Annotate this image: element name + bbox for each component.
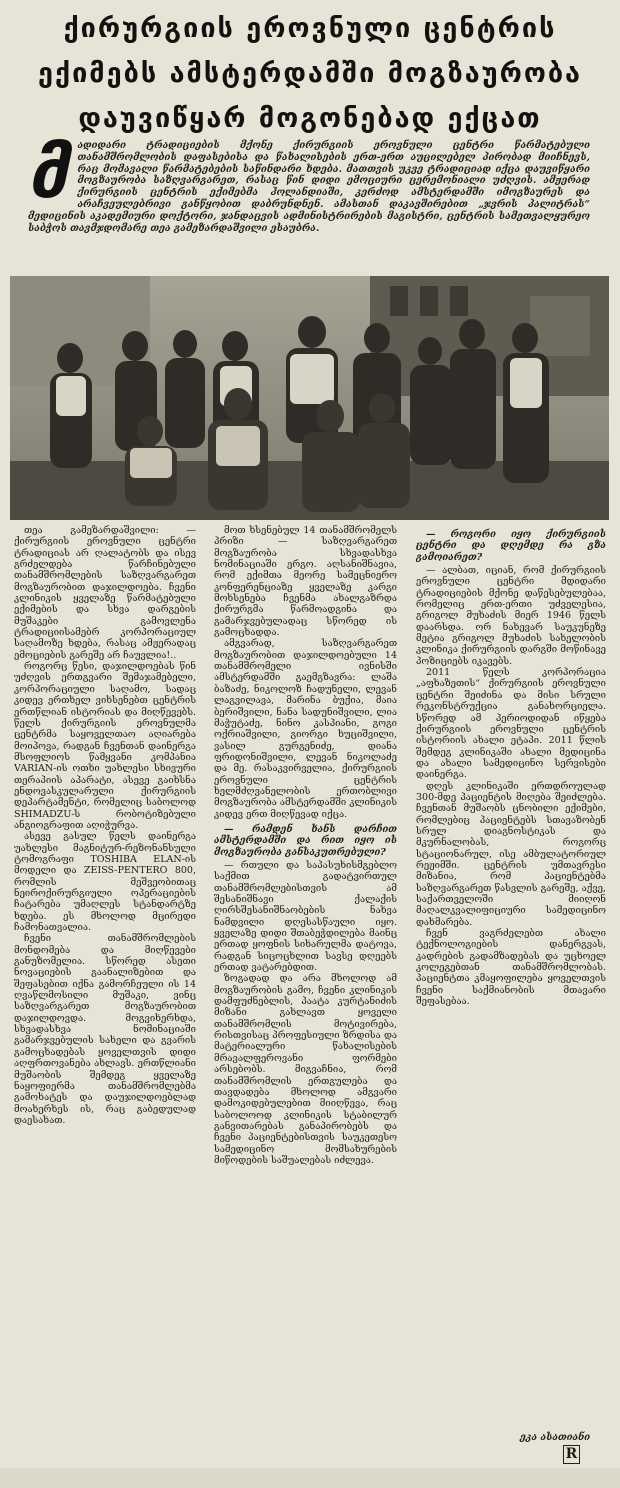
article-body [14, 525, 606, 1455]
lead-text: ადიდარი ტრადიციების მქონე ქირურგიის ეროვნული ცენტრი წარმატებული თანამშრომლობის დაფასებისა და წახალისების ერთ-ერთ აუცილებელ პირობად მიიჩნევს, რაც მომავალი წარმატებების საწინდარი ხდება. მათთვის უკვე ტრადიციად იქცა დაუვიწყარი მოგზაურობა საზღვარგარეთ, რასაც წინ დიდი ემოციური ცერემონიალი უძღვის. ამჟერად ქირურგიის ცენტრის ექიმებმა ჰოლანდიაში, კერძოდ ამსტერდამში იმოგზაურეს და არაჩვეულებრივი განწყობით დაბრუნდნენ. ამასთან დაკავშირებით „ჯვრის პალიტრას“ მედიცინის აკადემიური დოქტორი, ჯანდაცვის ადმინისტრირების მაგისტრი, ცენტრის სამეთვალყურეო საბჭოს თავმჯდომარე თეა გამეზარდაშვილი ესაუბრა. [28, 140, 590, 234]
headline-line-3: დაუვიწყარ მოგონებად ექცათ [78, 103, 542, 134]
interview-question: — როგორი იყო ქირურგიის ცენტრი და დღემდე რა გზა გამოიარეთ? [416, 529, 606, 563]
column-1 [14, 525, 196, 1455]
paragraph: ზოგადად და არა მხოლოდ ამ მოგზაურობის გამო, ჩვენი კლინიკის დამფუძნებლის, პაატა კურტანიძის მიზანი გახლავთ ყოველი თანამშრომლის მოტივირება, რისთვისაც პროფესიული ზრდისა და მატერიალური წახალისების მრავალფეროვანი ფორმები არსებობს. მიგვაჩნია, რომ თანამშრომლის ერთგულება და თავდადება მხოლოდ ამგვარი დამოკიდებულებით მიიღწევა, რაც საბოლოოდ კლინიკის სტაბილურ განვითარებას განაპირობებს და ჩვენი პაციენტებისთვის საუკეთესო სამედიცინო მომსახურების მიწოდების საშუალებას იძლევა. [214, 973, 397, 1166]
column-2 [214, 525, 397, 1455]
group-photo [10, 276, 609, 520]
page-bottom-margin [0, 1468, 620, 1488]
paragraph: ჩვენ ვაგრძელებთ ახალი ტექნოლოგიების დანერგვას, კადრების გადამზადებას და უცხოელ კოლეგებთან თანამშრომლობას. პაციენტთა კმაყოფილება ყოველთვის ჩვენი საქმიანობის მთავარი შეფასებაა. [416, 928, 606, 1008]
article-lead [28, 132, 590, 268]
paragraph: ასევე გასულ წელს დაინერგა უახლესი მაგნიტურ-რეზონანსული ტომოგრაფი TOSHIBA ELAN-ის მოდელი და ZEISS-PENTERO 800, რომლის მეშვეობითაც ნეიროქირურგიული ოპერაციების ჩატარება უმაღლეს სტანდარტზე ხდება. ეს მხოლოდ მცირედი ჩამონათვალია. [14, 831, 196, 934]
dropcap-letter: მ [28, 132, 68, 214]
paragraph: 2011 წელს კორპორაცია „აფხაზეთის“ ქირურგიის ეროვნული ცენტრი შეიძინა და მისი სრული რეკონსტრუქცია განახორციელა. სწორედ ამ პერიოდიდან იწყება ქირურგიის ეროვნული ცენტრის ისტორიის ახალი ეტაპი. 2011 წლის შემდეგ კლინიკაში ახალი მედიცინა და ახალი სამედიცინო სერვისები დაინერგა. [416, 667, 606, 781]
paragraph: დღეს კლინიკაში ერთდროულად 300-მდე პაციენტის მიღება შეიძლება. ჩვენთან მუშაობს ცნობილი ექიმები, რომლებიც პაციენტებს სთავაზობენ სრულ დიაგნოსტიკას და მკურნალობას, როგორც სტაციონარულ, ისე ამბულატორიულ რეჟიმში. ცენტრის უმთავრესი მიზანია, რომ პაციენტებმა საზღვარგარეთ წასვლის გარეშე, აქვე, საქართველოში მიიღონ მაღალკვალიფიციური სამედიცინო დახმარება. [416, 780, 606, 928]
interview-question: — რამდენ ხანს დარჩით ამსტერდამში და რით იყო ის მოგზაურობა განსაკუთრებული? [214, 823, 397, 858]
group-photo-image [10, 276, 609, 520]
author-byline: ეკა ასათიანი [520, 1432, 591, 1443]
headline-line-1: ქირურგიის ეროვნული ცენტრის [63, 13, 557, 44]
paragraph: თეა გამეზარდაშვილი: — ქირურგიის ეროვნული ცენტრი ტრადიციას არ ღალატობს და ისევ გრძელდება წარჩინებული თანამშრომლების საზღვარგარეთ მოგზაურობით დაჯილდოება. ჩვენი კლინიკის ყველაზე წარმატებული ექიმების და სხვა დარგების მუშაკები გამოვლენა ტრადიციისამებრ კორპორაციულ საღამოზე ხდება, რასაც ამჟერადაც ემოციების გარეშე არ ჩაუვლია!.. [14, 525, 196, 661]
paragraph: — ალბათ, იციან, რომ ქირურგიის ეროვნული ცენტრი მდიდარი ტრადიციების მქონე დაწესებულებაა, რომელიც ერთ-ერთი უძველესია, გრიგოლ მუხაძის მიერ 1946 წელს დაარსდა. ორ ნახევარ საუკუნეზე მეტია გრიგოლ მუხაძის სახელობის კლინიკა ქირურგიის დარგში მოწინავე პოზიციებს იკავებს. [416, 565, 606, 667]
paragraph: ჩვენი თანამშრომლების მონდომება და მიღწევები განუზომელია. სწორედ ასეთი ნოვაციების გაანალიზებით და შეფასებით იქნა გამორჩეული ის 14 ღვაწლმოსილი მუშაკი, ვინც საზღვარგარეთ მოგზაურობით დაჯილდოვდა. მოგვიხერხდა, სხვადასხვა ნომინაციაში გამარჯვებულის სახელი და გვარის გამოცხადებას ყოველთვის დიდი აღფრთოვანება ახლავს. ერთწლიანი მუშაობის შემდეგ ყველაზე ნაყოფიერმა თანამშრომლებმა გამოხატეს და დაუჯილდოებლად მოახერხეს ის, რაც გაბედულად დაესახათ. [14, 933, 196, 1126]
publication-logo: R [563, 1445, 580, 1464]
paragraph: როგორც წესი, დაჯილდოებას წინ უძღვის ერთგვარი შემაჯამებელი, კორპორაციული საღამო, სადაც კიდევ ერთხელ ვიხსენებთ ცენტრის ერთწლიან ისტორიას და მიღწევებს. წელს ქირურგიის ეროვნულმა ცენტრმა საყოველთაო აღიარება მოიპოვა, რადგან ჩვენთან დაინერგა მსოფლიოს წამყვანი კომპანია VARIAN-ის ოთხი უახლესი სხივური თერაპიის აპარატი, ასევე გაიხსნა ენდოვასკულარული ქირურგიის დეპარტამენტი, რომელიც საბოლოდ SHIMADZU-ს რობოტიზებული ანგიოგრაფით აღიჭურვა. [14, 661, 196, 831]
paragraph: ამგვარად, საზღვარგარეთ მოგზაურობით დაჯილდოებული 14 თანამშრომელი ივნისში ამსტერდამში გაემგზავრა: ლაშა ბაზაძე, ნიკოლოზ ჩადუნელი, ლევან ლაგვილავა, მარინა ბუქია, მაია ბერიშვილი, ნანა სადუნიშვილი, ლია მაჭუტაძე, ნინო კასპიანი, გოგი ოქრიაშვილი, გიორგი ხუციშვილი, ვასილ გურგენიძე, დიანა ფრიდონიშვილი, ლევან ნიკოლაძე და მე. რასაკვირველია, ქირურგიის ეროვნული ცენტრის ხელმძღვანელობის ერთობლივი მოგზაურობა ამსტერდამში კლინიკის კიდევ ერთ მიღწევად იქცა. [214, 638, 397, 820]
paragraph: — რთული და საპასუხისმგებლო საქმით გადატვირთულ თანამშრომლებისთვის ამ შესანიშნავი ქალაქის ღირსშესანიშნაობების ნახვა ნამდვილი დღესასწაული იყო. ყველაზე დიდი შთაბეჭდილება მაინც ერთად ყოფნის სიხარულმა დატოვა, რადგან სიცოცხლით სავსე დღეებს ერთად ვატარებდით. [214, 859, 397, 974]
paragraph: მოთ ხსენებულ 14 თანამშრომელს პრიზი — საზღვარგარეთ მოგზაურობა სხვადასხვა ნომინაციაში ერგო. აღსანიშნავია, რომ ექიმთა მეორე სამეცნიერო კონფერენციაზე ყველაზე კარგი მოხსენება ჩვენმა ახალგაზრდა ქირურგმა წარმოადგინა და გამარჯვებულადაც სწორედ ის გამოცხადდა. [214, 525, 397, 639]
headline-line-2: ექიმებს ამსტერდამში მოგზაურობა [38, 58, 582, 89]
column-3 [416, 525, 606, 1455]
article-headline [20, 6, 600, 141]
